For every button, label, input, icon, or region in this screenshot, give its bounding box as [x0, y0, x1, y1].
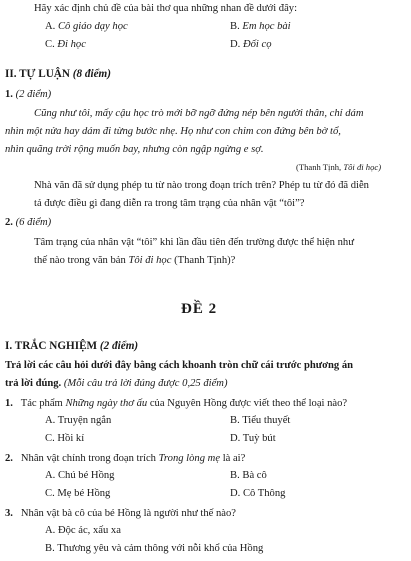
option-a: A. Cô giáo dạy học	[45, 21, 128, 32]
essay-q2-line: Tâm trạng của nhân vật “tôi” khi lần đầu tiên đến trường được thể hiện như	[34, 237, 354, 248]
essay-question-1-label: 1. (2 điểm)	[5, 89, 52, 100]
option-c: C. Đi học	[45, 39, 86, 50]
excerpt-source: (Thanh Tịnh, Tôi đi học)	[296, 162, 382, 172]
mcq-option: C. Mẹ bé Hồng	[45, 488, 111, 499]
mcq-option: B. Thương yêu và cảm thông với nỗi khổ của Hồng	[45, 543, 264, 554]
mcq-option: D. Cô Thông	[230, 488, 286, 499]
essay-prompt-line: tả được điều gì đang diễn ra trong tâm trạng của nhân vật “tôi”?	[34, 198, 305, 209]
section-heading-essay: II. TỰ LUẬN (8 điểm)	[5, 68, 111, 80]
instruction-line: Trả lời các câu hỏi dưới đây bằng cách khoanh tròn chữ cái trước phương án	[5, 360, 354, 371]
mcq-option: A. Truyện ngắn	[45, 415, 112, 426]
option-d: D. Đối cọ	[230, 39, 272, 50]
section-heading-mcq: I. TRẮC NGHIỆM (2 điểm)	[5, 340, 139, 352]
mcq-option: B. Bà cô	[230, 470, 267, 481]
essay-question-2-label: 2. (6 điểm)	[5, 217, 52, 228]
excerpt-line: Cũng như tôi, mấy cậu học trò mới bỡ ngỡ đứng nép bên người thân, chỉ dám	[34, 108, 364, 119]
excerpt-line: nhìn quãng trời rộng muốn bay, nhưng còn ngập ngừng e sợ.	[5, 144, 264, 155]
mcq-option: C. Hồi kí	[45, 433, 85, 444]
question-text: Hãy xác định chủ đề của bài thơ qua những nhan đề dưới đây:	[34, 3, 298, 14]
essay-prompt-line: Nhà văn đã sử dụng phép tu từ nào trong đoạn trích trên? Phép tu từ đó đã diễn	[34, 180, 369, 191]
option-b: B. Em học bài	[230, 21, 291, 32]
mcq-question-3: 3. Nhân vật bà cô của bé Hồng là người như thế nào?	[5, 508, 236, 519]
essay-q2-line: thế nào trong văn bản Tôi đi học (Thanh Tịnh)?	[34, 255, 236, 266]
mcq-question-1: 1. Tác phẩm Những ngày thơ ấu của Nguyên Hồng được viết theo thể loại nào?	[5, 398, 348, 409]
mcq-option: A. Độc ác, xấu xa	[45, 525, 121, 536]
mcq-option: D. Tuỳ bút	[230, 433, 276, 444]
mcq-option: B. Tiểu thuyết	[230, 415, 291, 426]
instruction-line: trả lời đúng. (Mỗi câu trả lời đúng được 0,25 điểm)	[5, 378, 228, 389]
mcq-question-2: 2. Nhân vật chính trong đoạn trích Trong lòng mẹ là ai?	[5, 453, 246, 464]
excerpt-line: nhìn một nửa hay dám đi từng bước nhẹ. Họ như con chim con đứng bên bờ tổ,	[5, 126, 341, 137]
mcq-option: A. Chú bé Hồng	[45, 470, 115, 481]
exam-title: ĐỀ 2	[181, 301, 218, 317]
